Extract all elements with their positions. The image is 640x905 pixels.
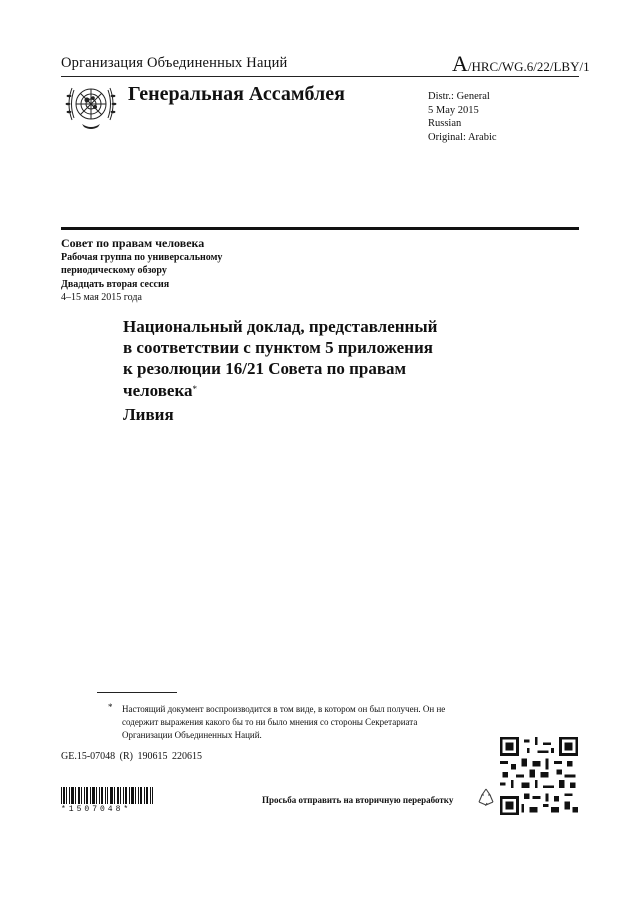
footnote-line-3: Организации Объединенных Наций. xyxy=(122,730,262,740)
title-footnote-marker: * xyxy=(192,384,198,394)
footnote-marker: * xyxy=(108,702,113,712)
session-dates: 4–15 мая 2015 года xyxy=(61,292,142,303)
header-rule xyxy=(61,76,579,77)
organization-name: Организация Объединенных Наций xyxy=(61,55,288,71)
barcode-number: *1507048* xyxy=(61,805,132,814)
symbol-code: /HRC/WG.6/22/LBY/1 xyxy=(467,59,590,74)
original-language-line: Original: Arabic xyxy=(428,131,497,143)
assembly-title: Генеральная Ассамблея xyxy=(128,83,345,105)
title-line-4-text: человека xyxy=(123,381,193,400)
footnote-rule xyxy=(97,692,177,693)
recycle-notice: Просьба отправить на вторичную переработку xyxy=(262,795,454,805)
distr-line: Distr.: General xyxy=(428,91,490,102)
symbol-letter: A xyxy=(452,51,468,76)
un-emblem-icon xyxy=(62,80,120,132)
footnote-line-2: содержит выражения какого бы то ни было мнения со стороны Секретариата xyxy=(122,717,418,727)
document-title xyxy=(123,316,503,401)
council-name: Совет по правам человека xyxy=(61,236,205,250)
title-line-4 xyxy=(123,379,503,401)
country-name: Ливия xyxy=(123,405,174,424)
working-group-line-2: периодическому обзору xyxy=(61,265,167,276)
date-line: 5 May 2015 xyxy=(428,104,479,116)
thick-rule xyxy=(61,227,579,230)
distribution-block xyxy=(428,90,497,144)
title-line-1: Национальный доклад, представленный xyxy=(123,317,438,336)
recycle-icon xyxy=(475,786,497,808)
language-line: Russian xyxy=(428,118,462,129)
footnote-line-1: Настоящий документ воспроизводится в том виде, в котором он был получен. Он не xyxy=(122,704,446,714)
title-line-2: в соответствии с пунктом 5 приложения xyxy=(123,338,433,357)
title-line-3: к резолюции 16/21 Совета по правам xyxy=(123,359,407,378)
document-symbol xyxy=(452,51,590,77)
barcode-icon xyxy=(61,787,153,804)
meeting-block xyxy=(61,237,222,305)
ge-code: GE.15-07048 (R) 190615 220615 xyxy=(61,751,202,762)
footnote-text xyxy=(122,703,522,742)
session-name: Двадцать вторая сессия xyxy=(61,278,170,290)
qr-code-icon xyxy=(500,737,578,815)
working-group-line-1: Рабочая группа по универсальному xyxy=(61,251,223,263)
